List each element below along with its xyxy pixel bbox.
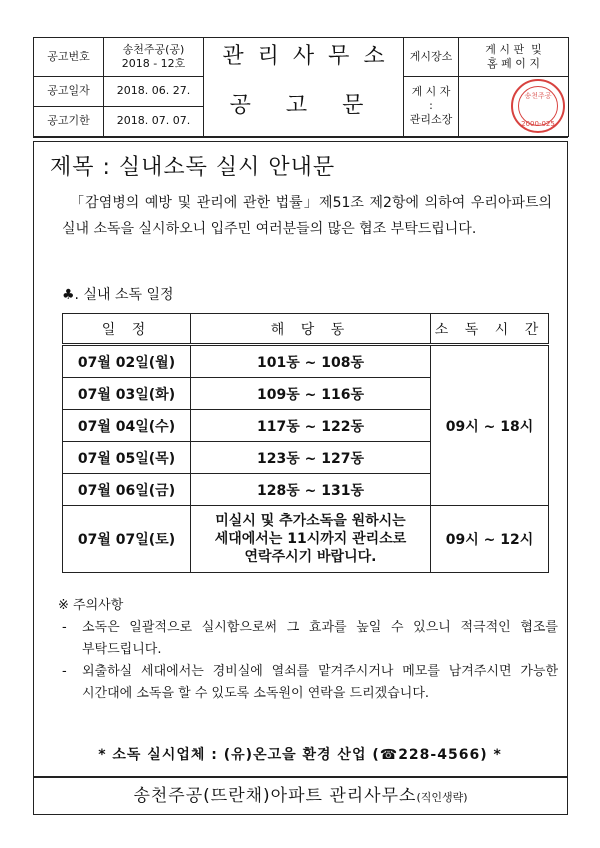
saturday-note-line1 [191, 512, 430, 530]
deadline-label: 공고기한 [34, 106, 104, 136]
schedule-buildings: 117동 ~ 122동 [191, 410, 431, 442]
schedule-saturday-note [191, 506, 431, 573]
schedule-buildings: 123동 ~ 127동 [191, 442, 431, 474]
posting-place-value [459, 38, 569, 77]
office-title: 관리사무소 [204, 38, 404, 77]
note-item-text: 외출하실 세대에서는 경비실에 열쇠를 맡겨주시거나 메모를 남겨주시면 가능한 시간대에 소독을 할 수 있도록 소독원이 연락을 드리겠습니다. [82, 664, 558, 701]
schedule-date: 07월 05일(목) [63, 442, 191, 474]
body-paragraph: 「감염병의 예방 및 관리에 관한 법률」제51조 제2항에 의하여 우리아파트의 실내 소독을 실시하오니 입주민 여러분들의 많은 협조 부탁드립니다. [62, 195, 552, 237]
note-item-text: 소독은 일괄적으로 실시함으로써 그 효과를 높일 수 있으니 적극적인 협조를 부탁드립니다. [82, 620, 558, 657]
notice-title [204, 76, 404, 136]
note-dash: - [62, 620, 67, 635]
deadline-value: 2018. 07. 07. [104, 106, 204, 136]
seal-bottom-text: 2000-025 [521, 119, 555, 128]
notice-no-value-line2: 2018 - 12호 [121, 56, 186, 70]
footer-office-name [33, 777, 568, 815]
schedule-time-saturday: 09시 ~ 12시 [431, 506, 549, 573]
saturday-note-line3: 연락주시기 바랍니다. [244, 549, 377, 565]
seal-cell [459, 76, 569, 136]
schedule-header-date: 일 정 [63, 314, 191, 345]
seal-top-text: 송천주공 [524, 91, 552, 100]
saturday-note-bold: 미실시 [215, 513, 256, 529]
poster-label-line2: : [429, 99, 433, 112]
schedule-date: 07월 03일(화) [63, 378, 191, 410]
schedule-date: 07월 04일(수) [63, 410, 191, 442]
schedule-header-row [63, 314, 549, 345]
notice-header-table [33, 37, 569, 137]
subject-title: 제목 : 실내소독 실시 안내문 [50, 155, 336, 180]
schedule-date: 07월 06일(금) [63, 474, 191, 506]
schedule-buildings: 109동 ~ 116동 [191, 378, 431, 410]
date-label: 공고일자 [34, 76, 104, 106]
schedule-header-time: 소 독 시 간 [431, 314, 549, 345]
table-row [63, 345, 549, 378]
note-dash: - [62, 664, 67, 679]
posting-place-value-line2: 홈 페 이 지 [487, 56, 540, 70]
schedule-header-buildings: 해 당 동 [191, 314, 431, 345]
poster-label [404, 76, 459, 136]
saturday-note-line1-rest: 및 추가소독을 원하시는 [255, 513, 406, 529]
notice-no-label: 공고번호 [34, 38, 104, 77]
divider-top [33, 137, 568, 138]
posting-place-value-line1: 게 시 판 및 [485, 42, 542, 56]
schedule-buildings: 101동 ~ 108동 [191, 345, 431, 378]
poster-label-line3: 관리소장 [409, 113, 453, 126]
footer-sub: (직인생략) [416, 791, 468, 804]
notes-title: ※ 주의사항 [58, 598, 124, 613]
official-seal-icon [511, 79, 565, 133]
note-item [58, 661, 558, 705]
schedule-title: ♣. 실내 소독 일정 [62, 287, 174, 303]
schedule-date: 07월 07일(토) [63, 506, 191, 573]
schedule-table [62, 313, 549, 573]
date-value: 2018. 06. 27. [104, 76, 204, 106]
notice-no-value-line1: 송천주공(공) [122, 42, 185, 56]
poster-label-line1: 게 시 자 [411, 85, 451, 98]
posting-place-label: 게시장소 [404, 38, 459, 77]
notice-no-value [104, 38, 204, 77]
schedule-date: 07월 02일(월) [63, 345, 191, 378]
schedule-buildings: 128동 ~ 131동 [191, 474, 431, 506]
table-row-saturday [63, 506, 549, 573]
saturday-note-line2: 세대에서는 11시까지 관리소로 [214, 531, 407, 547]
schedule-time-weekday: 09시 ~ 18시 [431, 345, 549, 506]
note-item [58, 617, 558, 661]
contractor-info: * 소독 실시업체 : (유)온고을 환경 산업 (☎228-4566) * [98, 747, 502, 763]
notice-title-text: 공 고 문 [229, 92, 378, 118]
footer-main: 송천주공(뜨란채)아파트 관리사무소 [133, 786, 417, 806]
notes-section [58, 595, 558, 705]
